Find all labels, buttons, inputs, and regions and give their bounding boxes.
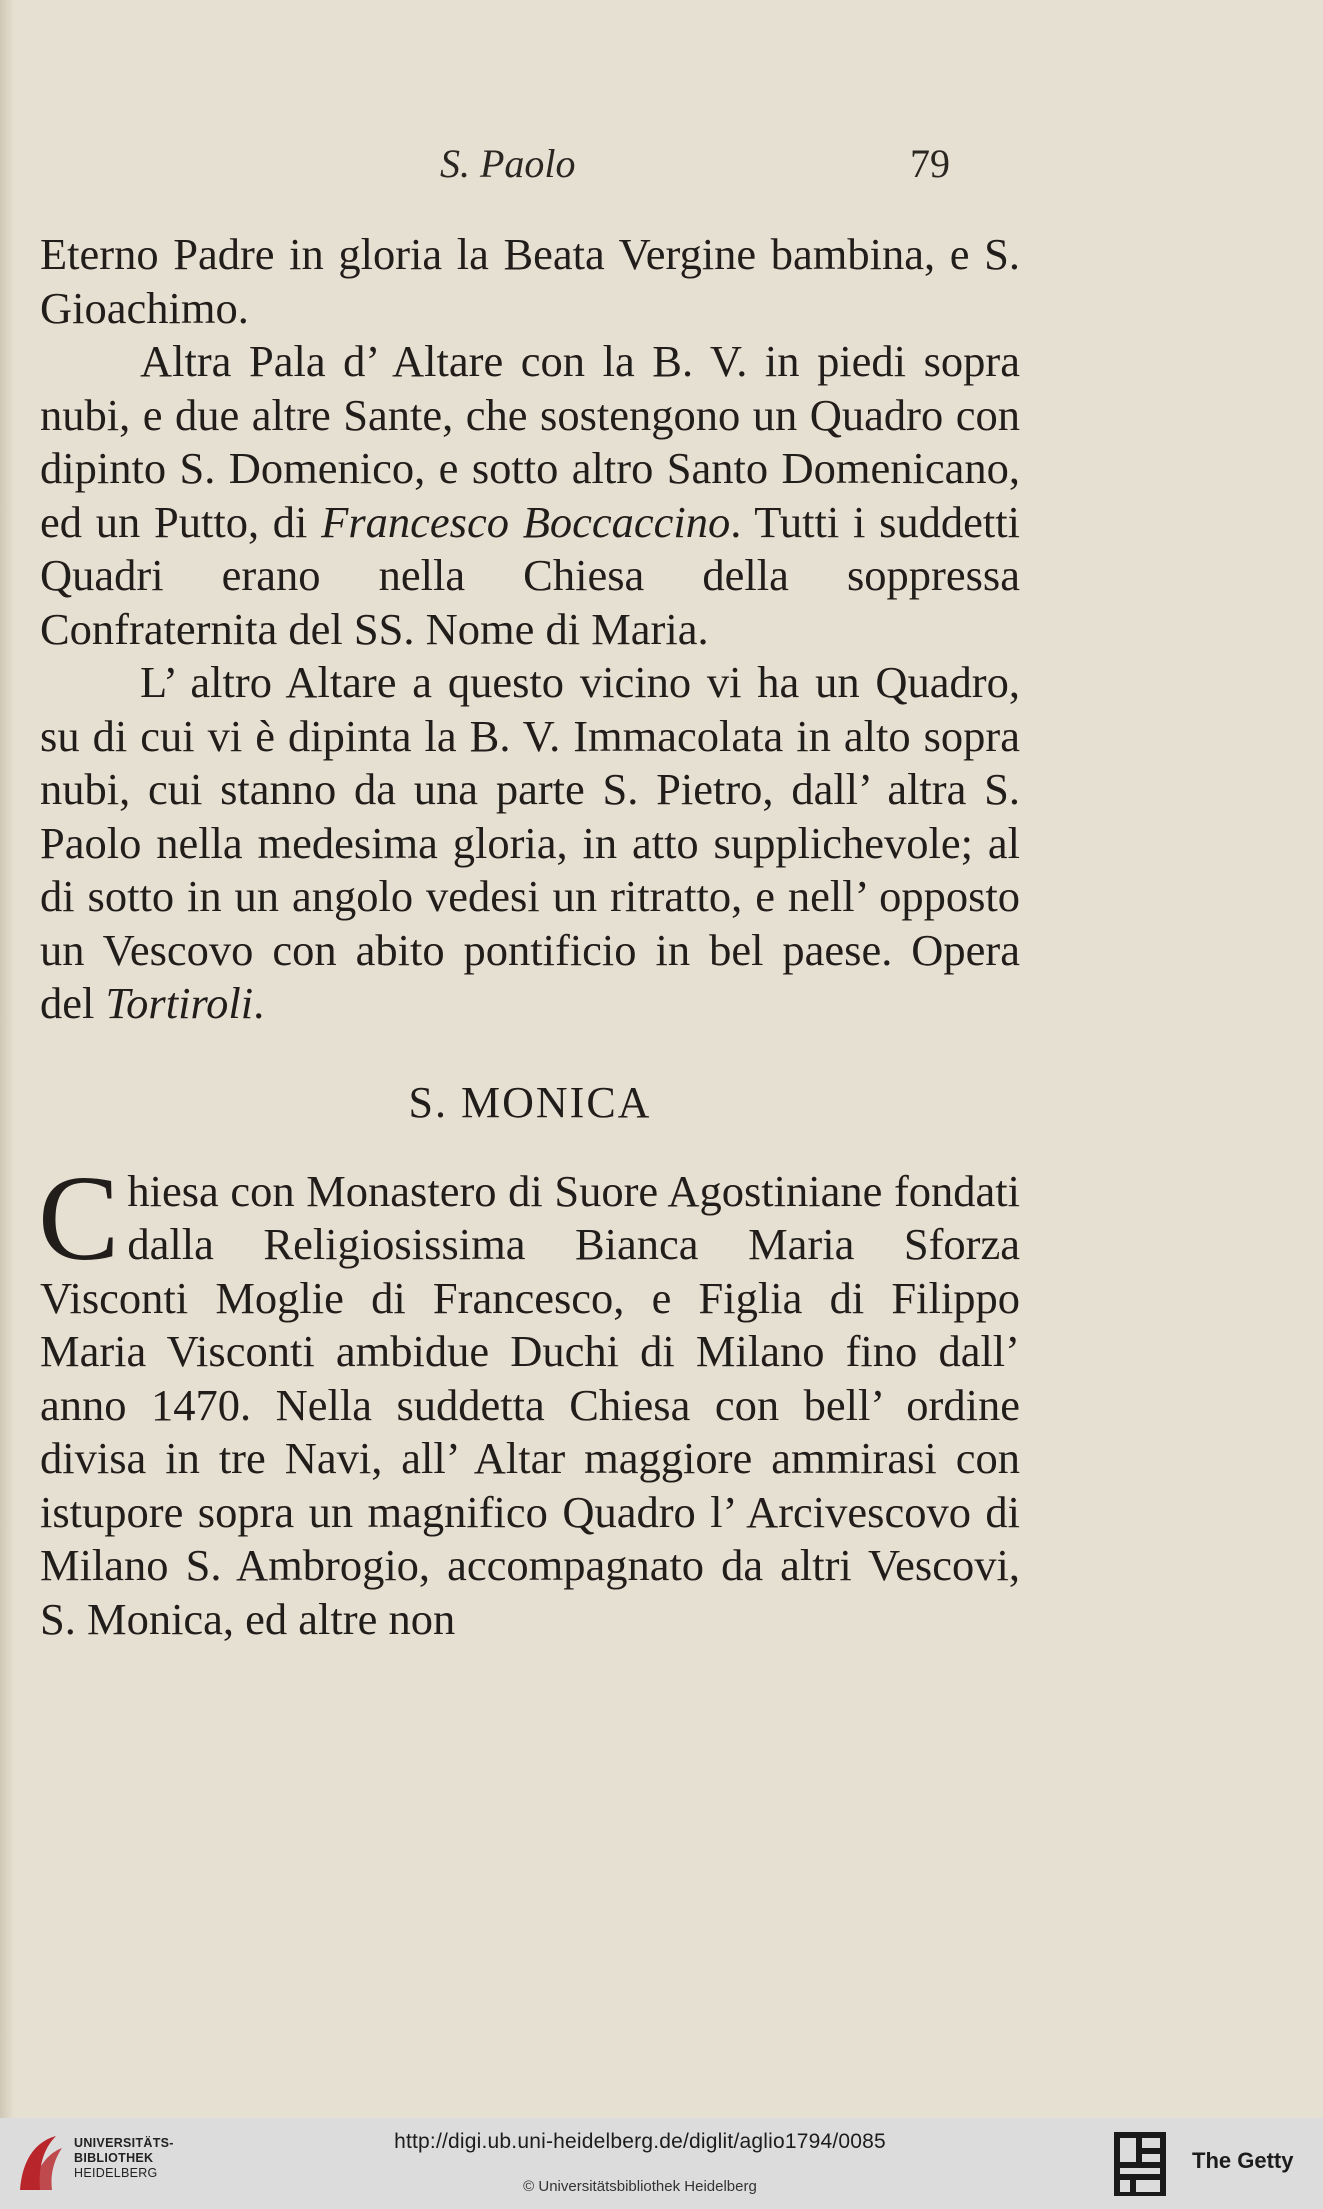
body-text <box>40 228 1020 1646</box>
section-paragraph <box>38 1150 1020 1647</box>
library-line-3: HEIDELBERG <box>74 2166 158 2180</box>
running-head <box>430 140 950 196</box>
getty-name: The Getty <box>1192 2148 1294 2173</box>
footer-bar <box>0 2118 1323 2209</box>
permalink-url[interactable]: http://digi.ub.uni-heidelberg.de/diglit/aglio1794/0085 <box>394 2130 886 2153</box>
library-line-2: BIBLIOTHEK <box>74 2151 154 2165</box>
paragraph-2-text: Altra Pala d’ Altare con la B. V. in piedi sopra nubi, e due altre Sante, che sostengono un Quadro con dipinto S. Domenico, e sotto altro Santo Domenicano, ed un Putto, di <box>40 336 1020 547</box>
university-library-name <box>74 2136 174 2181</box>
paragraph-3 <box>40 656 1020 1031</box>
drop-cap: C <box>38 1150 120 1286</box>
section-paragraph-text: hiesa con Monastero di Suore Agostiniane fondati dalla Religiosissima Bianca Maria Sforza Visconti Moglie di Francesco, e Figlia di Filippo Maria Visconti ambidue Duchi di Milano fino dall’ anno 1470. Nella suddetta Chiesa con bell’ ordine divisa in tre Navi, all’ Altar maggiore ammirasi con istupore sopra un magnifico Quadro l’ Arcivescovo di Milano S. Ambrogio, accompagnato da altri Vescovi, S. Monica, ed altre non <box>40 1165 1020 1644</box>
artist-name-boccaccino: Francesco Boccaccino <box>321 496 731 547</box>
paragraph-2-text-end: . Tutti i suddetti Quadri erano nella Chiesa della soppressa Confraternita del SS. Nome di Maria. <box>40 496 1020 654</box>
paragraph-3-text: L’ altro Altare a questo vicino vi ha un Quadro, su di cui vi è dipinta la B. V. Immacolata in alto sopra nubi, cui stanno da una parte S. Pietro, dall’ altra S. Paolo nella medesima gloria, in atto supplichevole; al di sotto in un angolo vedesi un ritratto, e nell’ opposto un Vescovo con abito pontificio in bel paese. Opera del <box>40 657 1020 1028</box>
section-heading: S. MONICA <box>408 1077 652 1127</box>
copyright-notice: © Universitätsbibliothek Heidelberg <box>523 2178 757 2195</box>
page-number: 79 <box>910 141 950 186</box>
getty-logo-icon <box>1112 2130 1168 2198</box>
paragraph-3-text-end: . <box>253 978 265 1028</box>
page-edge-shadow <box>0 0 14 2118</box>
running-head-title: S. Paolo <box>440 141 576 186</box>
university-library-logo-icon <box>14 2132 66 2194</box>
paragraph-2 <box>40 335 1020 656</box>
library-line-1: UNIVERSITÄTS- <box>74 2136 174 2150</box>
artist-name-tortiroli: Tortiroli <box>105 978 254 1028</box>
paragraph-1: Eterno Padre in gloria la Beata Vergine bambina, e S. Gioachimo. <box>40 229 1020 333</box>
